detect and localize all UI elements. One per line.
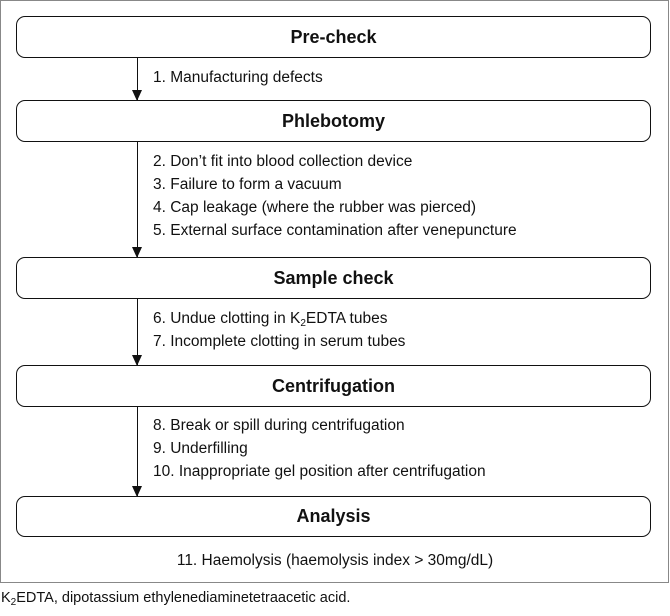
subscript: 2: [10, 597, 17, 608]
arrow-down-icon: [137, 58, 138, 100]
footnote: [1, 589, 350, 607]
issue-item: 11. Haemolysis (haemolysis index > 30mg/dL): [176, 552, 494, 569]
issue-item: 5. External surface contamination after venepuncture: [153, 222, 517, 239]
issue-item: 3. Failure to form a vacuum: [153, 176, 342, 193]
issue-item: 4. Cap leakage (where the rubber was pierced): [153, 199, 477, 216]
issue-item: 9. Underfilling: [153, 440, 248, 457]
arrow-down-icon: [137, 407, 138, 496]
issue-item: 8. Break or spill during centrifugation: [153, 417, 405, 434]
arrow-down-icon: [137, 299, 138, 365]
issue-item: [153, 310, 387, 328]
stage-pre-check: Pre-check: [16, 16, 651, 58]
issue-item: 10. Inappropriate gel position after centrifugation: [153, 463, 486, 480]
issue-text: 6. Undue clotting in K: [153, 310, 301, 327]
issue-item: 2. Don’t fit into blood collection device: [153, 153, 413, 170]
stage-centrifugation: Centrifugation: [16, 365, 651, 407]
footnote-text: K: [1, 590, 11, 606]
footnote-text: EDTA, dipotassium ethylenediaminetetraacetic acid.: [16, 590, 351, 606]
issue-item: 7. Incomplete clotting in serum tubes: [153, 333, 406, 350]
issue-item: 1. Manufacturing defects: [153, 69, 323, 86]
stage-sample-check: Sample check: [16, 257, 651, 299]
stage-phlebotomy: Phlebotomy: [16, 100, 651, 142]
issue-text: EDTA tubes: [305, 310, 388, 327]
arrow-down-icon: [137, 142, 138, 257]
stage-analysis: Analysis: [16, 496, 651, 537]
subscript: 2: [300, 318, 306, 329]
